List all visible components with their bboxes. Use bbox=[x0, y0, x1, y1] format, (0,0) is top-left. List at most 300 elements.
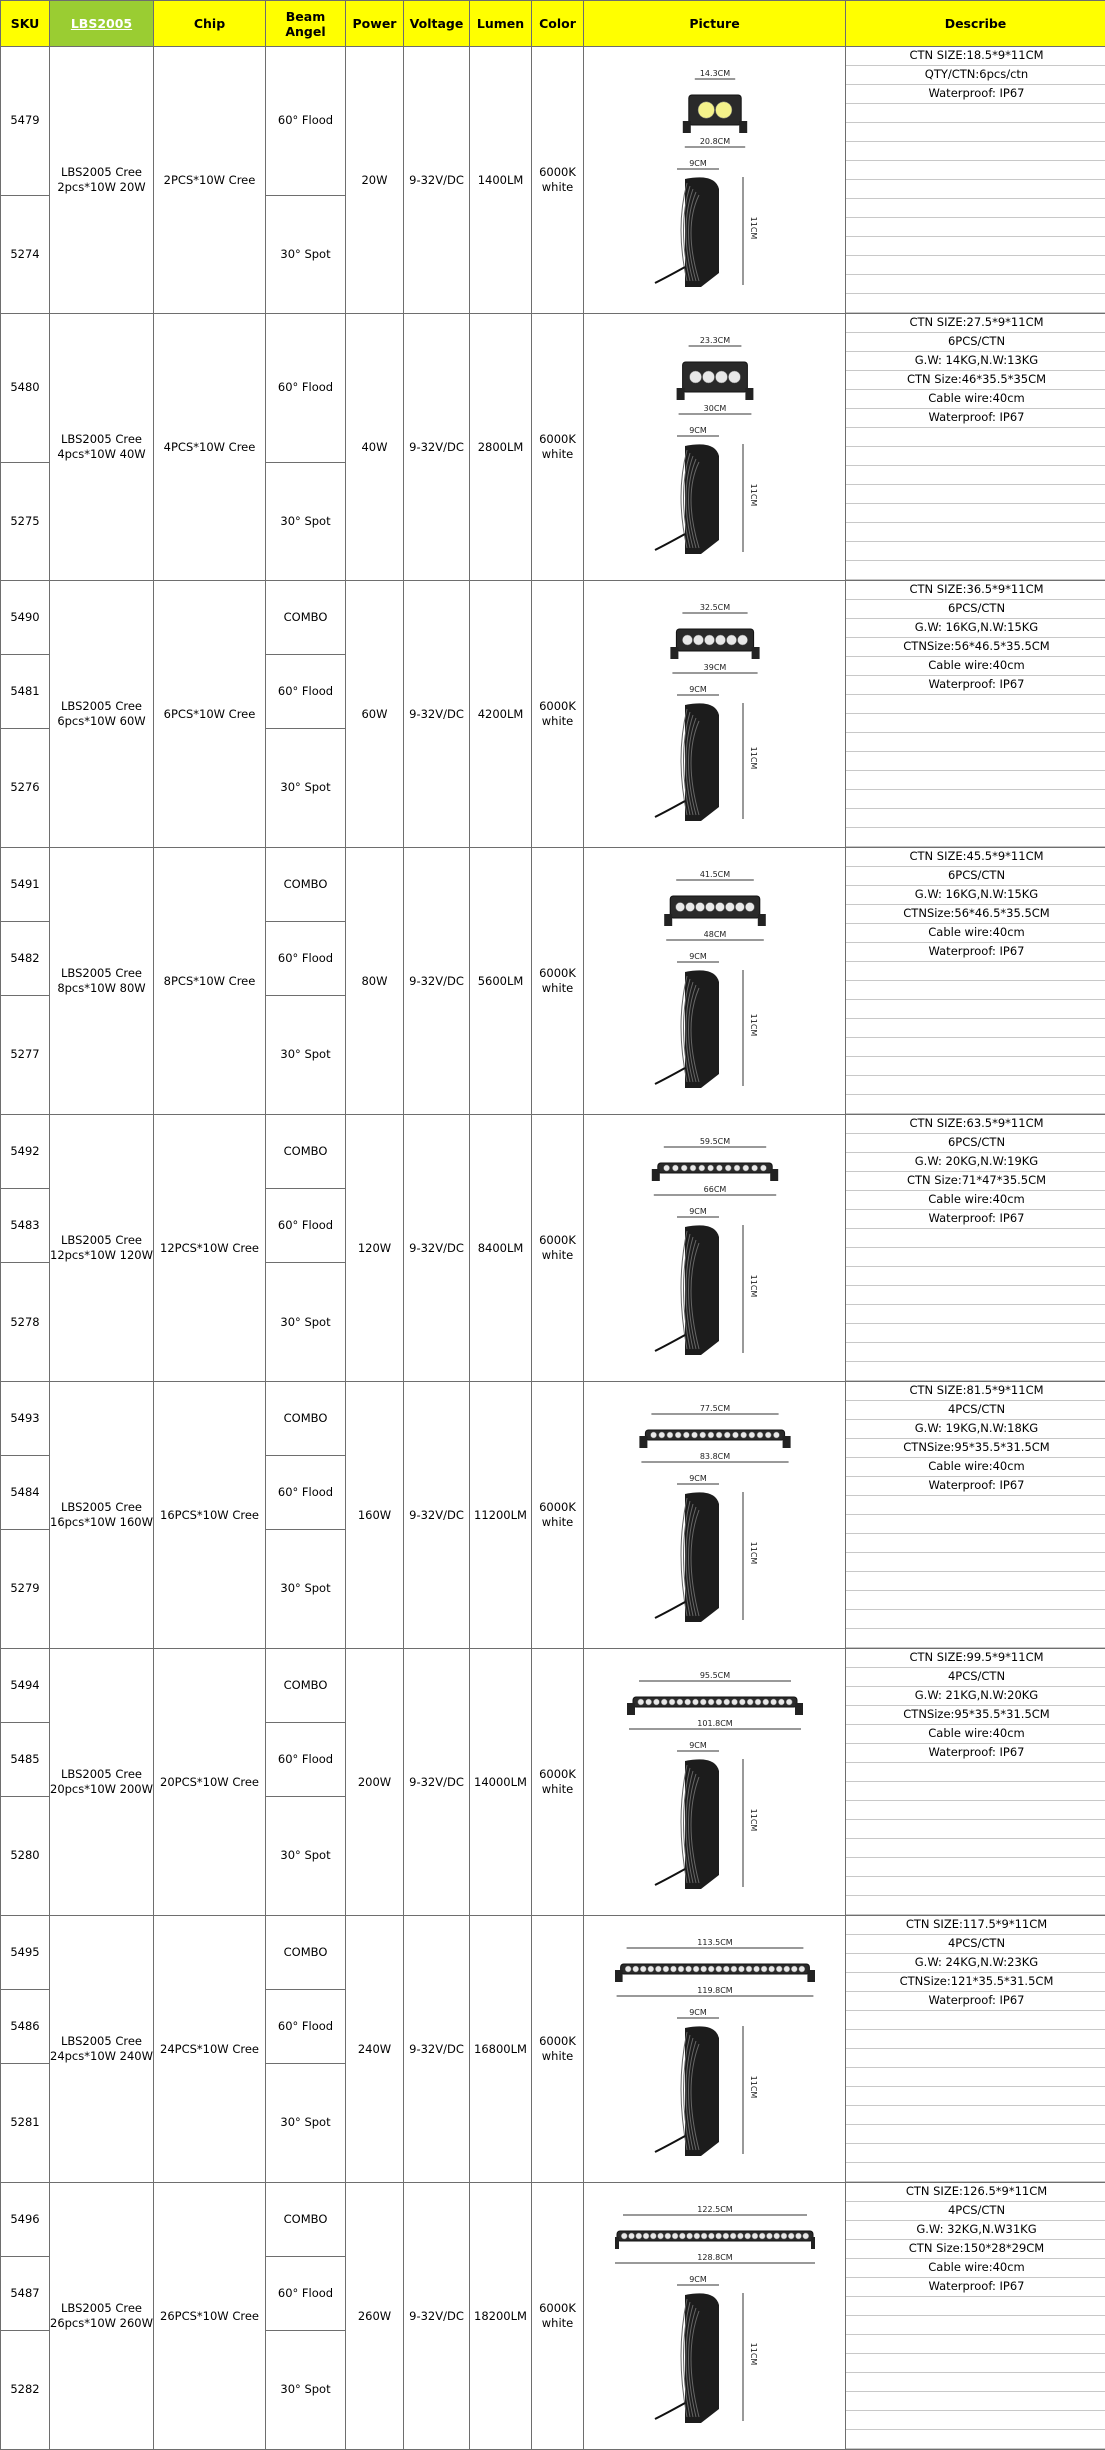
side-height-label: 11CM bbox=[749, 1809, 758, 1832]
describe-line bbox=[846, 695, 1105, 714]
led bbox=[773, 1432, 779, 1438]
led bbox=[693, 2233, 699, 2239]
describe-line bbox=[846, 199, 1105, 218]
chip-cell: 12PCS*10W Cree bbox=[154, 1115, 266, 1382]
describe-line bbox=[846, 1286, 1105, 1305]
product-drawing bbox=[615, 1667, 815, 1897]
led bbox=[708, 1966, 714, 1972]
describe-line bbox=[846, 485, 1105, 504]
lumen-cell: 11200LM bbox=[470, 1382, 532, 1649]
chip-cell: 24PCS*10W Cree bbox=[154, 1916, 266, 2183]
led bbox=[780, 2233, 786, 2239]
describe-line: CTN SIZE:99.5*9*11CM bbox=[846, 1649, 1105, 1668]
product-drawing bbox=[615, 332, 815, 562]
describe-line: CTN SIZE:18.5*9*11CM bbox=[846, 47, 1105, 66]
led bbox=[655, 1966, 661, 1972]
picture-cell bbox=[584, 1382, 846, 1649]
describe-line: G.W: 16KG,N.W:15KG bbox=[846, 619, 1105, 638]
header-describe: Describe bbox=[846, 1, 1105, 47]
chip-cell: 16PCS*10W Cree bbox=[154, 1382, 266, 1649]
sku-cell: 5491 bbox=[1, 848, 50, 922]
bottom-dimension-label: 128.8CM bbox=[697, 2253, 732, 2262]
beam-angle-cell: 30° Spot bbox=[266, 195, 346, 313]
describe-line bbox=[846, 752, 1105, 771]
voltage-cell: 9-32V/DC bbox=[404, 1115, 470, 1382]
beam-angle-cell: 60° Flood bbox=[266, 1989, 346, 2063]
beam-angle-cell: 30° Spot bbox=[266, 2063, 346, 2182]
led bbox=[730, 1966, 736, 1972]
beam-angle-cell: 30° Spot bbox=[266, 995, 346, 1114]
lumen-cell: 18200LM bbox=[470, 2183, 532, 2450]
top-dimension-label: 122.5CM bbox=[697, 2205, 732, 2214]
led bbox=[683, 1432, 689, 1438]
led bbox=[686, 2233, 692, 2239]
model-cell: LBS2005 Cree 8pcs*10W 80W bbox=[50, 848, 154, 1115]
led bbox=[675, 903, 684, 912]
product-drawing bbox=[615, 1400, 815, 1630]
describe-line bbox=[846, 180, 1105, 199]
beam-angle-cell: 30° Spot bbox=[266, 728, 346, 847]
led bbox=[679, 2233, 685, 2239]
header-power: Power bbox=[346, 1, 404, 47]
product-drawing bbox=[615, 599, 815, 829]
led bbox=[661, 1699, 667, 1705]
led bbox=[635, 2233, 641, 2239]
header-voltage: Voltage bbox=[404, 1, 470, 47]
led bbox=[647, 1966, 653, 1972]
led bbox=[693, 1966, 699, 1972]
side-width-label: 9CM bbox=[689, 2008, 707, 2017]
describe-line bbox=[846, 523, 1105, 542]
describe-line: Waterproof: IP67 bbox=[846, 85, 1105, 104]
led bbox=[737, 2233, 743, 2239]
describe-line bbox=[846, 1229, 1105, 1248]
led bbox=[698, 1165, 704, 1171]
describe-line: CTN Size:46*35.5*35CM bbox=[846, 371, 1105, 390]
describe-line bbox=[846, 447, 1105, 466]
describe-cell bbox=[846, 1916, 1105, 2183]
sku-cell: 5276 bbox=[1, 728, 50, 847]
led bbox=[658, 1432, 664, 1438]
power-cell: 200W bbox=[346, 1649, 404, 1916]
beam-angle-cell: COMBO bbox=[266, 1382, 346, 1456]
led bbox=[715, 2233, 721, 2239]
led bbox=[702, 371, 714, 383]
describe-line: 6PCS/CTN bbox=[846, 867, 1105, 886]
describe-line bbox=[846, 2297, 1105, 2316]
product-drawing bbox=[615, 2201, 815, 2431]
chip-cell: 20PCS*10W Cree bbox=[154, 1649, 266, 1916]
sku-cell: 5481 bbox=[1, 654, 50, 728]
describe-line bbox=[846, 1858, 1105, 1877]
product-drawing bbox=[615, 65, 815, 295]
describe-line bbox=[846, 123, 1105, 142]
power-cell: 80W bbox=[346, 848, 404, 1115]
describe-line: CTN Size:71*47*35.5CM bbox=[846, 1172, 1105, 1191]
table-row bbox=[1, 314, 1105, 463]
header-beam-angle: Beam Angel bbox=[266, 1, 346, 47]
describe-line bbox=[846, 981, 1105, 1000]
describe-line: CTN SIZE:63.5*9*11CM bbox=[846, 1115, 1105, 1134]
describe-line: CTNSize:95*35.5*31.5CM bbox=[846, 1706, 1105, 1725]
picture-cell bbox=[584, 1115, 846, 1382]
led bbox=[643, 2233, 649, 2239]
picture-cell bbox=[584, 47, 846, 314]
describe-line bbox=[846, 828, 1105, 847]
side-width-label: 9CM bbox=[689, 426, 707, 435]
led bbox=[715, 1966, 721, 1972]
describe-line: G.W: 21KG,N.W:20KG bbox=[846, 1687, 1105, 1706]
sku-cell: 5485 bbox=[1, 1722, 50, 1796]
lumen-cell: 14000LM bbox=[470, 1649, 532, 1916]
sku-cell: 5280 bbox=[1, 1796, 50, 1915]
bottom-dimension-label: 83.8CM bbox=[699, 1452, 729, 1461]
describe-line: Cable wire:40cm bbox=[846, 2259, 1105, 2278]
table-row bbox=[1, 581, 1105, 655]
lumen-cell: 16800LM bbox=[470, 1916, 532, 2183]
led bbox=[625, 1966, 631, 1972]
led bbox=[757, 1432, 763, 1438]
describe-line: 4PCS/CTN bbox=[846, 1401, 1105, 1420]
describe-line: Waterproof: IP67 bbox=[846, 676, 1105, 695]
describe-line bbox=[846, 809, 1105, 828]
describe-line: CTN SIZE:126.5*9*11CM bbox=[846, 2183, 1105, 2202]
led bbox=[773, 2233, 779, 2239]
describe-line bbox=[846, 542, 1105, 561]
describe-line bbox=[846, 1267, 1105, 1286]
led bbox=[669, 1699, 675, 1705]
bottom-dimension-label: 30CM bbox=[703, 404, 726, 413]
led bbox=[675, 1432, 681, 1438]
chip-cell: 26PCS*10W Cree bbox=[154, 2183, 266, 2450]
describe-line bbox=[846, 1057, 1105, 1076]
led bbox=[739, 1699, 745, 1705]
led bbox=[681, 1165, 687, 1171]
led bbox=[684, 1699, 690, 1705]
side-width-label: 9CM bbox=[689, 685, 707, 694]
led bbox=[730, 2233, 736, 2239]
beam-angle-cell: COMBO bbox=[266, 848, 346, 922]
voltage-cell: 9-32V/DC bbox=[404, 1916, 470, 2183]
led bbox=[689, 371, 701, 383]
led bbox=[716, 1432, 722, 1438]
led bbox=[700, 1699, 706, 1705]
lumen-cell: 5600LM bbox=[470, 848, 532, 1115]
side-height-label: 11CM bbox=[749, 1542, 758, 1565]
table-row bbox=[1, 2183, 1105, 2257]
side-width-label: 9CM bbox=[689, 2275, 707, 2284]
describe-line: CTN SIZE:45.5*9*11CM bbox=[846, 848, 1105, 867]
describe-line bbox=[846, 2106, 1105, 2125]
describe-line: Waterproof: IP67 bbox=[846, 1210, 1105, 1229]
beam-angle-cell: COMBO bbox=[266, 2183, 346, 2257]
describe-line bbox=[846, 1496, 1105, 1515]
led bbox=[742, 1165, 748, 1171]
header-row bbox=[1, 1, 1105, 47]
led bbox=[708, 2233, 714, 2239]
describe-line bbox=[846, 2335, 1105, 2354]
describe-line bbox=[846, 1095, 1105, 1114]
beam-angle-cell: 60° Flood bbox=[266, 1722, 346, 1796]
beam-angle-cell: COMBO bbox=[266, 581, 346, 655]
describe-line: CTN SIZE:27.5*9*11CM bbox=[846, 314, 1105, 333]
describe-line bbox=[846, 1763, 1105, 1782]
describe-line: CTNSize:56*46.5*35.5CM bbox=[846, 905, 1105, 924]
describe-line bbox=[846, 1038, 1105, 1057]
model-cell: LBS2005 Cree 4pcs*10W 40W bbox=[50, 314, 154, 581]
describe-line: Waterproof: IP67 bbox=[846, 1744, 1105, 1763]
describe-line bbox=[846, 1076, 1105, 1095]
model-cell: LBS2005 Cree 12pcs*10W 120W bbox=[50, 1115, 154, 1382]
table-body bbox=[1, 47, 1105, 2450]
sku-cell: 5495 bbox=[1, 1916, 50, 1990]
led bbox=[751, 1165, 757, 1171]
header-model-link[interactable]: LBS2005 bbox=[50, 1, 154, 47]
beam-angle-cell: 60° Flood bbox=[266, 47, 346, 196]
table-row bbox=[1, 1916, 1105, 1990]
led bbox=[672, 2233, 678, 2239]
describe-line: CTN SIZE:117.5*9*11CM bbox=[846, 1916, 1105, 1935]
led bbox=[765, 1432, 771, 1438]
describe-line: 6PCS/CTN bbox=[846, 600, 1105, 619]
describe-cell bbox=[846, 848, 1105, 1115]
describe-line bbox=[846, 1591, 1105, 1610]
led bbox=[735, 903, 744, 912]
describe-line: G.W: 14KG,N.W:13KG bbox=[846, 352, 1105, 371]
describe-line bbox=[846, 1801, 1105, 1820]
side-height-label: 11CM bbox=[749, 747, 758, 770]
describe-line bbox=[846, 2049, 1105, 2068]
describe-line bbox=[846, 790, 1105, 809]
voltage-cell: 9-32V/DC bbox=[404, 1649, 470, 1916]
product-drawing bbox=[615, 1133, 815, 1363]
bottom-dimension-label: 66CM bbox=[703, 1185, 726, 1194]
led bbox=[707, 1432, 713, 1438]
table-row bbox=[1, 1115, 1105, 1189]
describe-line bbox=[846, 256, 1105, 275]
led bbox=[715, 371, 727, 383]
led bbox=[776, 1966, 782, 1972]
describe-line bbox=[846, 1629, 1105, 1648]
describe-line bbox=[846, 1362, 1105, 1381]
sku-cell: 5484 bbox=[1, 1455, 50, 1529]
model-cell: LBS2005 Cree 2pcs*10W 20W bbox=[50, 47, 154, 314]
led bbox=[653, 1699, 659, 1705]
lumen-cell: 4200LM bbox=[470, 581, 532, 848]
describe-line: CTNSize:56*46.5*35.5CM bbox=[846, 638, 1105, 657]
picture-cell bbox=[584, 1916, 846, 2183]
describe-line bbox=[846, 1343, 1105, 1362]
beam-angle-cell: 60° Flood bbox=[266, 921, 346, 995]
color-cell: 6000K white bbox=[532, 314, 584, 581]
describe-line: Cable wire:40cm bbox=[846, 1458, 1105, 1477]
light-bar-body bbox=[688, 95, 740, 125]
led bbox=[682, 635, 692, 645]
led bbox=[650, 2233, 656, 2239]
describe-cell bbox=[846, 1382, 1105, 1649]
describe-line bbox=[846, 733, 1105, 752]
voltage-cell: 9-32V/DC bbox=[404, 2183, 470, 2450]
sku-cell: 5281 bbox=[1, 2063, 50, 2182]
picture-cell bbox=[584, 2183, 846, 2450]
led bbox=[744, 2233, 750, 2239]
power-cell: 20W bbox=[346, 47, 404, 314]
sku-cell: 5275 bbox=[1, 462, 50, 580]
led bbox=[762, 1699, 768, 1705]
describe-line bbox=[846, 1305, 1105, 1324]
power-cell: 60W bbox=[346, 581, 404, 848]
led bbox=[731, 1699, 737, 1705]
beam-angle-cell: 30° Spot bbox=[266, 1796, 346, 1915]
led bbox=[723, 1699, 729, 1705]
led bbox=[691, 1432, 697, 1438]
led bbox=[747, 1699, 753, 1705]
describe-line bbox=[846, 2011, 1105, 2030]
product-drawing bbox=[615, 1934, 815, 2164]
led bbox=[663, 1165, 669, 1171]
led bbox=[678, 1966, 684, 1972]
led bbox=[657, 2233, 663, 2239]
describe-line bbox=[846, 104, 1105, 123]
beam-angle-cell: 60° Flood bbox=[266, 654, 346, 728]
led bbox=[759, 2233, 765, 2239]
voltage-cell: 9-32V/DC bbox=[404, 581, 470, 848]
led bbox=[726, 635, 736, 645]
led bbox=[791, 1966, 797, 1972]
describe-line bbox=[846, 2068, 1105, 2087]
lumen-cell: 8400LM bbox=[470, 1115, 532, 1382]
describe-line bbox=[846, 962, 1105, 981]
led bbox=[754, 1699, 760, 1705]
led bbox=[705, 903, 714, 912]
describe-line: 6PCS/CTN bbox=[846, 333, 1105, 352]
header-sku: SKU bbox=[1, 1, 50, 47]
describe-line: CTN SIZE:36.5*9*11CM bbox=[846, 581, 1105, 600]
describe-cell bbox=[846, 314, 1105, 581]
table-row bbox=[1, 1382, 1105, 1456]
header-color: Color bbox=[532, 1, 584, 47]
led bbox=[685, 1966, 691, 1972]
describe-line bbox=[846, 1000, 1105, 1019]
describe-line: 4PCS/CTN bbox=[846, 1668, 1105, 1687]
beam-angle-cell: 60° Flood bbox=[266, 1189, 346, 1263]
describe-line: CTN SIZE:81.5*9*11CM bbox=[846, 1382, 1105, 1401]
led bbox=[695, 903, 704, 912]
bottom-dimension-label: 39CM bbox=[703, 663, 726, 672]
color-cell: 6000K white bbox=[532, 848, 584, 1115]
color-cell: 6000K white bbox=[532, 1115, 584, 1382]
led bbox=[699, 1432, 705, 1438]
describe-line: CTNSize:95*35.5*31.5CM bbox=[846, 1439, 1105, 1458]
side-height-label: 11CM bbox=[749, 2076, 758, 2099]
describe-line bbox=[846, 1839, 1105, 1858]
led bbox=[728, 371, 740, 383]
describe-line: 6PCS/CTN bbox=[846, 1134, 1105, 1153]
side-height-label: 11CM bbox=[749, 1014, 758, 1037]
sku-cell: 5282 bbox=[1, 2330, 50, 2449]
sku-cell: 5496 bbox=[1, 2183, 50, 2257]
led bbox=[701, 2233, 707, 2239]
describe-line: Cable wire:40cm bbox=[846, 390, 1105, 409]
describe-line bbox=[846, 504, 1105, 523]
led bbox=[738, 1966, 744, 1972]
led bbox=[700, 1966, 706, 1972]
led bbox=[707, 1165, 713, 1171]
led bbox=[628, 2233, 634, 2239]
describe-line: Waterproof: IP67 bbox=[846, 409, 1105, 428]
describe-line: G.W: 16KG,N.W:15KG bbox=[846, 886, 1105, 905]
describe-line: QTY/CTN:6pcs/ctn bbox=[846, 66, 1105, 85]
describe-line: CTN Size:150*28*29CM bbox=[846, 2240, 1105, 2259]
header-picture: Picture bbox=[584, 1, 846, 47]
beam-angle-cell: COMBO bbox=[266, 1916, 346, 1990]
beam-angle-cell: 60° Flood bbox=[266, 314, 346, 463]
voltage-cell: 9-32V/DC bbox=[404, 314, 470, 581]
led bbox=[725, 1165, 731, 1171]
picture-cell bbox=[584, 314, 846, 581]
describe-line bbox=[846, 771, 1105, 790]
picture-cell bbox=[584, 581, 846, 848]
bottom-dimension-label: 119.8CM bbox=[697, 1986, 732, 1995]
describe-line bbox=[846, 2411, 1105, 2430]
side-width-label: 9CM bbox=[689, 1207, 707, 1216]
model-cell: LBS2005 Cree 6pcs*10W 60W bbox=[50, 581, 154, 848]
led bbox=[802, 2233, 808, 2239]
led bbox=[788, 2233, 794, 2239]
header-lumen: Lumen bbox=[470, 1, 532, 47]
describe-cell bbox=[846, 581, 1105, 848]
led bbox=[745, 1966, 751, 1972]
sku-cell: 5480 bbox=[1, 314, 50, 463]
describe-line bbox=[846, 142, 1105, 161]
model-cell: LBS2005 Cree 16pcs*10W 160W bbox=[50, 1382, 154, 1649]
beam-angle-cell: 30° Spot bbox=[266, 1529, 346, 1648]
led bbox=[734, 1165, 740, 1171]
lumen-cell: 2800LM bbox=[470, 314, 532, 581]
table-row bbox=[1, 848, 1105, 922]
beam-angle-cell: COMBO bbox=[266, 1649, 346, 1723]
led bbox=[751, 2233, 757, 2239]
describe-cell bbox=[846, 1115, 1105, 1382]
describe-line bbox=[846, 2373, 1105, 2392]
lumen-cell: 1400LM bbox=[470, 47, 532, 314]
voltage-cell: 9-32V/DC bbox=[404, 1382, 470, 1649]
describe-line bbox=[846, 218, 1105, 237]
power-cell: 260W bbox=[346, 2183, 404, 2450]
led bbox=[664, 2233, 670, 2239]
describe-line: Cable wire:40cm bbox=[846, 924, 1105, 943]
describe-line: G.W: 24KG,N.W:23KG bbox=[846, 1954, 1105, 1973]
color-cell: 6000K white bbox=[532, 2183, 584, 2450]
led bbox=[732, 1432, 738, 1438]
side-width-label: 9CM bbox=[689, 952, 707, 961]
led bbox=[666, 1432, 672, 1438]
describe-line bbox=[846, 2163, 1105, 2182]
led bbox=[737, 635, 747, 645]
describe-line bbox=[846, 466, 1105, 485]
voltage-cell: 9-32V/DC bbox=[404, 848, 470, 1115]
sku-cell: 5494 bbox=[1, 1649, 50, 1723]
describe-line bbox=[846, 428, 1105, 447]
sku-cell: 5479 bbox=[1, 47, 50, 196]
describe-line: Cable wire:40cm bbox=[846, 1725, 1105, 1744]
led bbox=[778, 1699, 784, 1705]
describe-line: Waterproof: IP67 bbox=[846, 1992, 1105, 2011]
led bbox=[761, 1966, 767, 1972]
product-drawing bbox=[615, 866, 815, 1096]
chip-cell: 4PCS*10W Cree bbox=[154, 314, 266, 581]
model-cell: LBS2005 Cree 24pcs*10W 240W bbox=[50, 1916, 154, 2183]
